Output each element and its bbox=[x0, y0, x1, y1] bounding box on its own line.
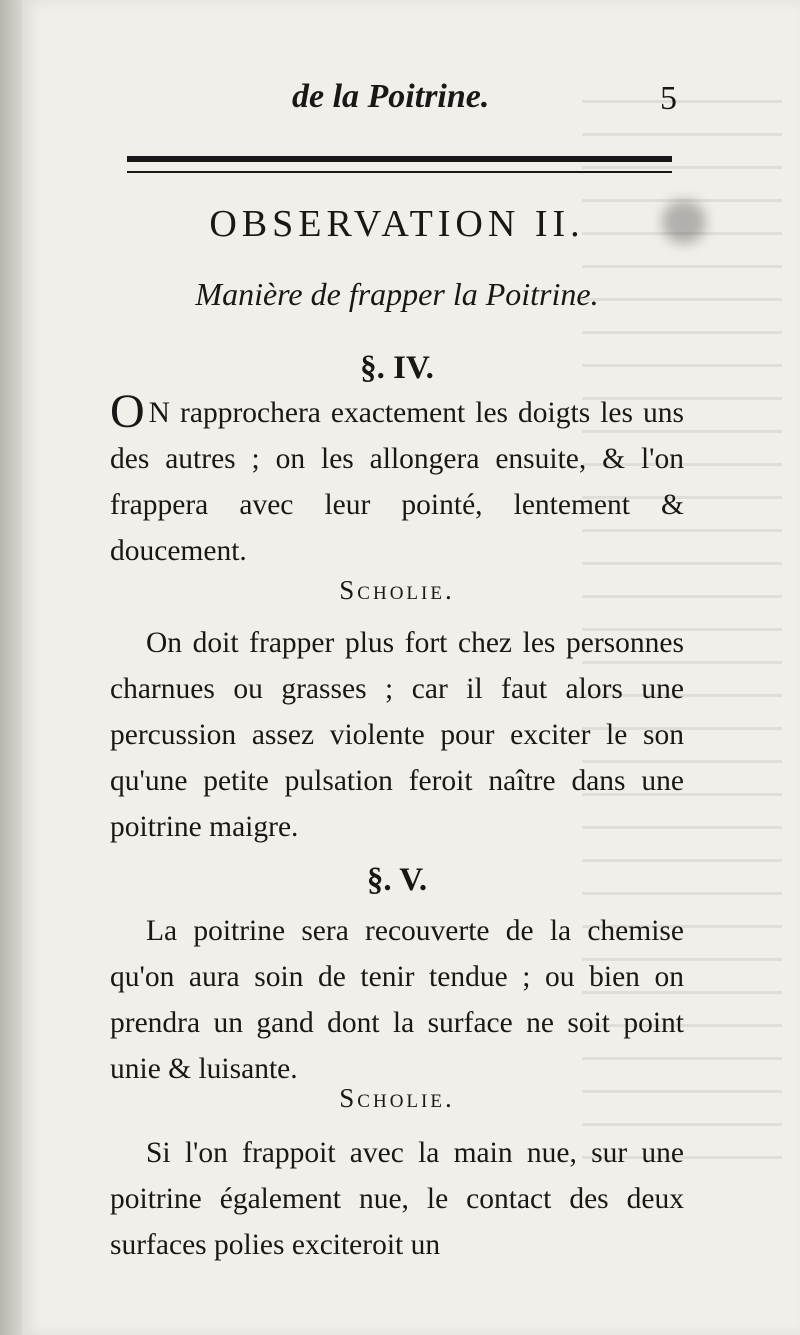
page-number: 5 bbox=[660, 80, 677, 117]
section-iv-text: rapprochera exactement les doigts les uns des autres ; on les allongera ensuite, & l'on frappera avec leur pointé, lentement & doucement. bbox=[110, 397, 684, 567]
drop-cap: O bbox=[110, 385, 145, 438]
section-v-paragraph: La poitrine sera recouverte de la chemise qu'on aura soin de tenir tendue ; ou bien on prendra un gand dont la surface ne soit point unie & luisante. bbox=[110, 915, 684, 1085]
section-iv-paragraph bbox=[110, 385, 684, 574]
book-page bbox=[22, 0, 800, 1335]
scholie-heading-2: Scholie. bbox=[339, 1083, 455, 1113]
header-rule-thin bbox=[127, 171, 672, 173]
first-word-rest: N bbox=[148, 397, 170, 429]
section-mark-v: §. V. bbox=[366, 862, 428, 898]
book-gutter bbox=[0, 0, 22, 1335]
scholie-heading-1: Scholie. bbox=[339, 575, 455, 605]
observation-subtitle: Manière de frapper la Poitrine. bbox=[195, 276, 599, 312]
running-head: de la Poitrine. bbox=[292, 78, 490, 115]
observation-title: OBSERVATION II. bbox=[209, 203, 585, 245]
scholie-2-paragraph: Si l'on frappoit avec la main nue, sur une poitrine également nue, le contact des deux surfaces polies exciteroit un bbox=[110, 1137, 684, 1261]
scholie-1-paragraph: On doit frapper plus fort chez les personnes charnues ou grasses ; car il faut alors une percussion assez violente pour exciter le son qu'une petite pulsation feroit naître dans une poitrine maigre. bbox=[110, 627, 684, 843]
section-mark-iv: §. IV. bbox=[360, 350, 434, 386]
header-rule-thick bbox=[127, 156, 672, 162]
